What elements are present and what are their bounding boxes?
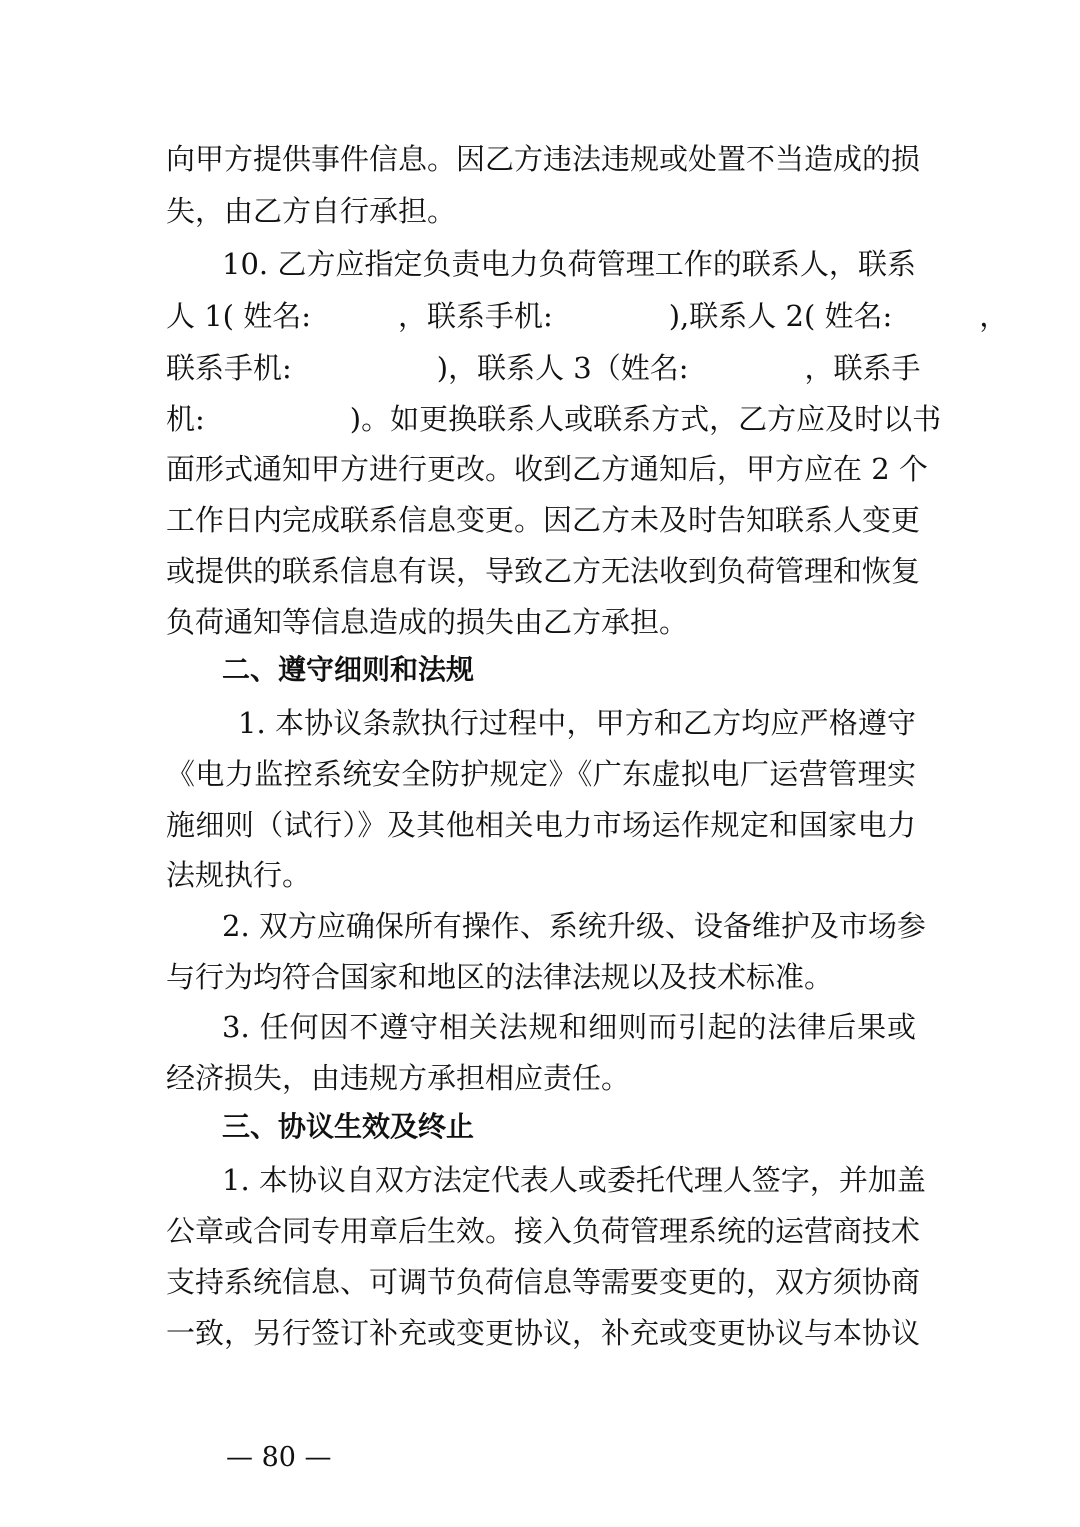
text-line: 一致，另行签订补充或变更协议，补充或变更协议与本协议 xyxy=(166,1316,921,1350)
text-line: 1. 本协议条款执行过程中，甲方和乙方均应严格遵守 xyxy=(238,706,916,740)
text-line: 法规执行。 xyxy=(166,858,312,892)
page-number: — 80 — xyxy=(226,1442,332,1473)
text-line: 施细则（试行）》及其他相关电力市场运作规定和国家电力 xyxy=(166,808,916,842)
section-heading: 三、协议生效及终止 xyxy=(222,1110,475,1143)
text-line: 2. 双方应确保所有操作、系统升级、设备维护及市场参 xyxy=(222,909,926,943)
text-line: 联系手机: )，联系人 3（姓名: ，联系手 xyxy=(166,351,921,385)
text-line: 失，由乙方自行承担。 xyxy=(166,194,457,228)
text-line: 3. 任何因不遵守相关法规和细则而引起的法律后果或 xyxy=(222,1010,916,1044)
text-line: 《电力监控系统安全防护规定》《广东虚拟电厂运营管理实 xyxy=(166,757,916,791)
text-line: 10. 乙方应指定负责电力负荷管理工作的联系人，联系 xyxy=(222,247,916,281)
section-heading: 二、遵守细则和法规 xyxy=(222,653,475,686)
text-line: 工作日内完成联系信息变更。因乙方未及时告知联系人变更 xyxy=(166,503,921,537)
text-line: 或提供的联系信息有误，导致乙方无法收到负荷管理和恢复 xyxy=(166,554,921,588)
text-line: 公章或合同专用章后生效。接入负荷管理系统的运营商技术 xyxy=(166,1214,921,1248)
text-line: 经济损失，由违规方承担相应责任。 xyxy=(166,1061,631,1095)
text-line: 机: )。如更换联系人或联系方式，乙方应及时以书 xyxy=(166,402,942,436)
text-line: 向甲方提供事件信息。因乙方违法违规或处置不当造成的损 xyxy=(166,142,921,176)
text-line: 支持系统信息、可调节负荷信息等需要变更的，双方须协商 xyxy=(166,1265,921,1299)
text-line: 负荷通知等信息造成的损失由乙方承担。 xyxy=(166,605,689,639)
text-line: 面形式通知甲方进行更改。收到乙方通知后，甲方应在 2 个 xyxy=(166,452,928,486)
text-line: 1. 本协议自双方法定代表人或委托代理人签字，并加盖 xyxy=(222,1163,926,1197)
text-line: 与行为均符合国家和地区的法律法规以及技术标准。 xyxy=(166,960,834,994)
text-line: 人 1( 姓名: ，联系手机: ),联系人 2( 姓名: ， xyxy=(166,299,1009,333)
